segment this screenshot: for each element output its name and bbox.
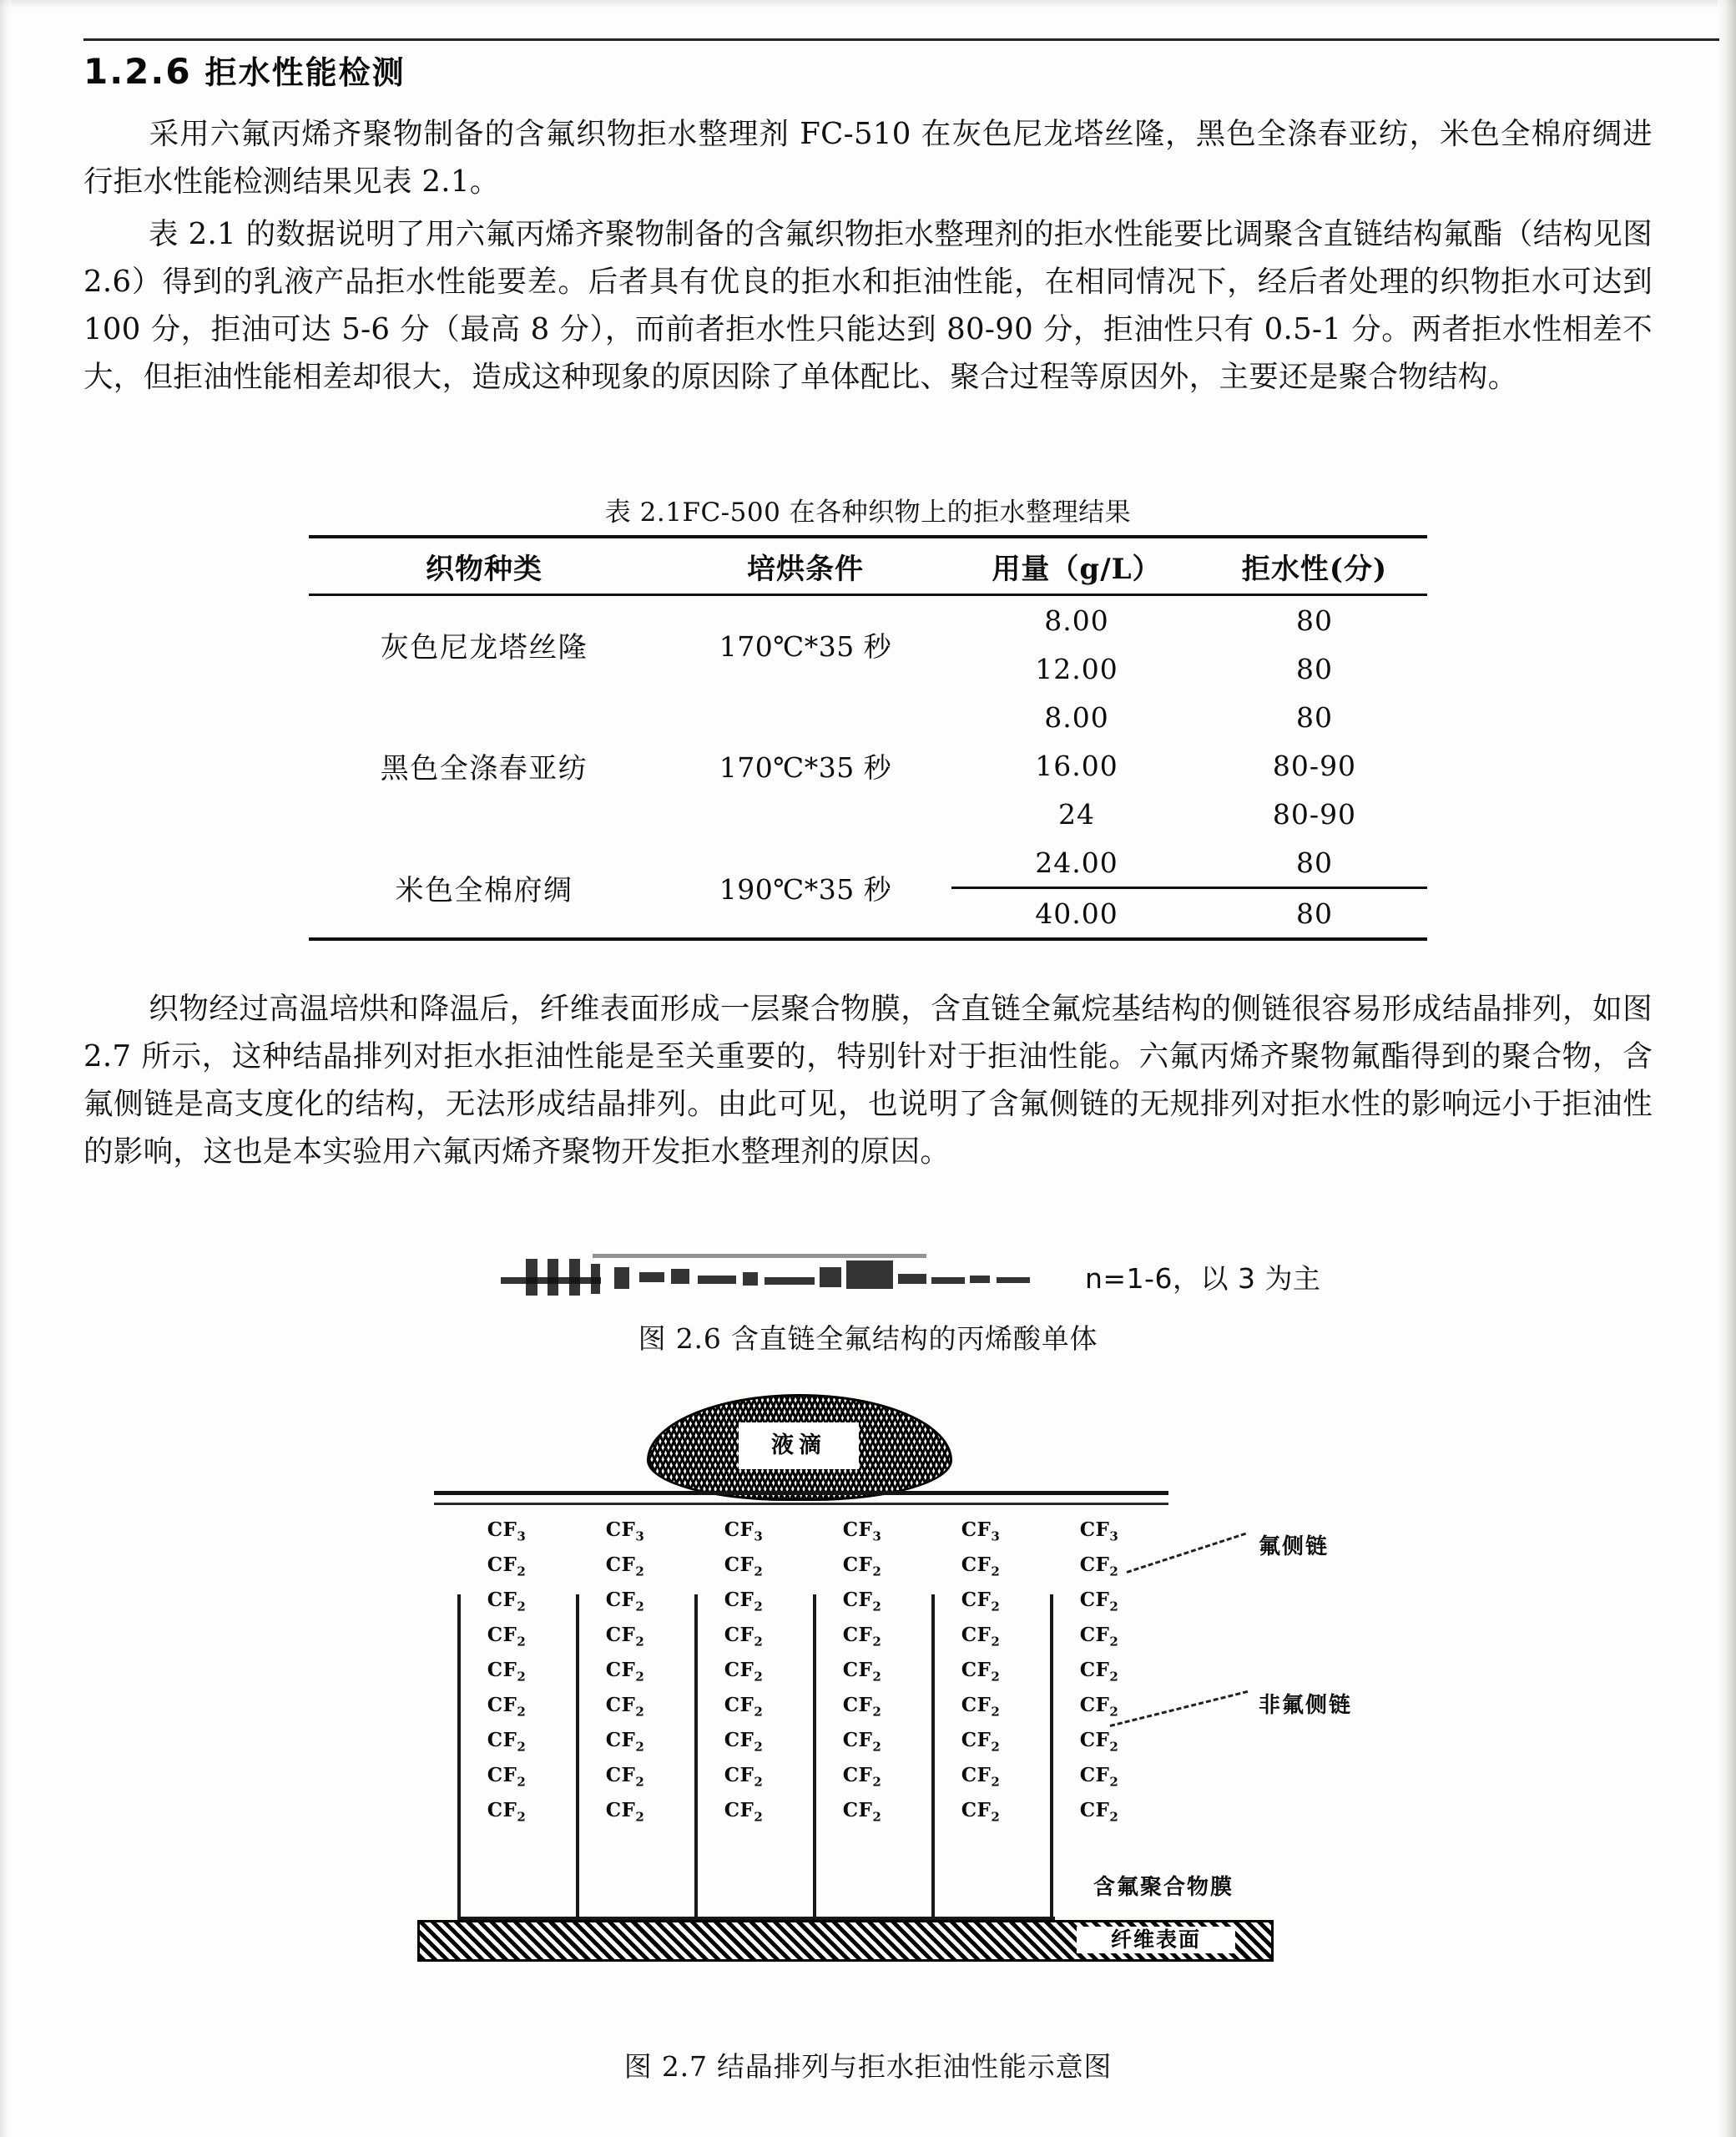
backbone-stem	[1050, 1594, 1053, 1920]
paragraph-3-text: 织物经过高温培烘和降温后，纤维表面形成一层聚合物膜，含直链全氟烷基结构的侧链很容易形成结晶排列，如图 2.7 所示，这种结晶排列对拒水拒油性能是至关重要的，特别针对于拒油性能。六氟丙烯齐聚物氟酯得到的聚合物，含氟侧链是高支度化的结构，无法形成结晶排列。由此可见，也说明了含氟侧链的无规排列对拒水性的影响远小于拒油性的影响，这也是本实验用六氟丙烯齐聚物开发拒水整理剂的原因。	[83, 992, 1653, 1169]
scan-edge-top	[0, 0, 1736, 8]
header-rule	[83, 38, 1719, 41]
figure-2-6-caption: 图 2.6 含直链全氟结构的丙烯酸单体	[638, 1322, 1098, 1355]
label-fiber-surface: 纤维表面	[1077, 1927, 1235, 1953]
cell-dose: 40.00	[951, 888, 1202, 940]
section-title: 拒水性能检测	[204, 54, 406, 91]
cell-score: 80	[1296, 604, 1333, 637]
cf-chain-column: $CF_3$ $CF_2$ $CF_2$ $CF_2$ $CF_2$ $CF_2$ $CF_2$ $CF_2$ $CF_2$	[724, 1518, 764, 1825]
column-header-dose: 用量（g/L）	[951, 537, 1202, 595]
section-heading	[83, 47, 406, 93]
cf-chain-column: $CF_3$ $CF_2$ $CF_2$ $CF_2$ $CF_2$ $CF_2$ $CF_2$ $CF_2$ $CF_2$	[1079, 1518, 1119, 1825]
cell-dose: 24	[1058, 797, 1095, 831]
paragraph-1	[83, 110, 1653, 205]
cell-score: 80-90	[1272, 749, 1357, 782]
cell-dose: 8.00	[1044, 700, 1109, 734]
table-block	[83, 491, 1653, 941]
monomer-structure-image	[492, 1252, 1035, 1299]
paragraph-2-text: 表 2.1 的数据说明了用六氟丙烯齐聚物制备的含氟织物拒水整理剂的拒水性能要比调聚含直链结构氟酯（结构见图 2.6）得到的乳液产品拒水性能要差。后者具有优良的拒水和拒油性能，在相同情况下，经后者处理的织物拒水可达到 100 分，拒油可达 5-6 分（最高 8 分），而前者拒水性只能达到 80-90 分，拒油性只有 0.5-1 分。两者拒水性相差不大，但拒油性能相差却很大，造成这种现象的原因除了单体配比、聚合过程等原因外，主要还是聚合物结构。	[83, 217, 1653, 394]
polymer-surface-line-secondary	[434, 1503, 1168, 1505]
cell-fabric: 黑色全涤春亚纺	[380, 751, 588, 786]
label-nonfluoro-side-chain: 非氟侧链	[1259, 1693, 1353, 1718]
table-caption: 表 2.1FC-500 在各种织物上的拒水整理结果	[604, 498, 1132, 528]
section-number: 1.2.6	[83, 51, 192, 92]
table-header-row	[309, 537, 1427, 595]
table-row	[309, 693, 1427, 741]
backbone-stem	[576, 1594, 579, 1920]
cell-condition: 170℃*35 秒	[719, 750, 892, 784]
cell-fabric: 米色全棉府绸	[309, 838, 659, 939]
cell-dose: 8.00	[1044, 604, 1109, 637]
backbone-stem	[931, 1594, 935, 1920]
table-row	[309, 595, 1427, 645]
paragraph-1-text: 采用六氟丙烯齐聚物制备的含氟织物拒水整理剂 FC-510 在灰色尼龙塔丝隆，黑色全涤春亚纺，米色全棉府绸进行拒水性能检测结果见表 2.1。	[83, 117, 1653, 199]
cell-score: 80	[1202, 838, 1427, 888]
cell-score: 80	[1296, 652, 1333, 685]
paragraph-3	[83, 985, 1653, 1175]
cell-score: 80-90	[1272, 797, 1357, 831]
backbone-stem	[813, 1594, 816, 1920]
cf-chain-column: $CF_3$ $CF_2$ $CF_2$ $CF_2$ $CF_2$ $CF_2$ $CF_2$ $CF_2$ $CF_2$	[605, 1518, 645, 1825]
droplet-label: 液滴	[739, 1422, 859, 1469]
label-polymer-film: 含氟聚合物膜	[1093, 1875, 1234, 1900]
backbone-stem	[457, 1594, 461, 1920]
cf-chain-column: $CF_3$ $CF_2$ $CF_2$ $CF_2$ $CF_2$ $CF_2$ $CF_2$ $CF_2$ $CF_2$	[487, 1518, 527, 1825]
figure-2-7-caption: 图 2.7 结晶排列与拒水拒油性能示意图	[623, 2050, 1113, 2083]
figure-2-7	[0, 1386, 1736, 2020]
column-header-condition: 培烘条件	[659, 537, 951, 595]
cf-chain-column: $CF_3$ $CF_2$ $CF_2$ $CF_2$ $CF_2$ $CF_2$ $CF_2$ $CF_2$ $CF_2$	[961, 1518, 1001, 1825]
cell-score: 80	[1296, 700, 1333, 734]
table-row	[309, 838, 1427, 888]
cell-condition: 190℃*35 秒	[659, 838, 951, 939]
cell-condition: 170℃*35 秒	[719, 629, 892, 663]
label-fluoro-side-chain: 氟侧链	[1259, 1534, 1330, 1559]
paragraph-2	[83, 210, 1653, 401]
cell-dose: 12.00	[1035, 652, 1118, 685]
backbone-stem	[694, 1594, 698, 1920]
cell-dose: 16.00	[1035, 749, 1118, 782]
results-table	[309, 535, 1427, 941]
column-header-fabric: 织物种类	[309, 537, 659, 595]
cell-dose: 24.00	[951, 838, 1202, 888]
cell-fabric: 灰色尼龙塔丝隆	[380, 630, 588, 664]
column-header-score: 拒水性(分)	[1202, 537, 1427, 595]
cf-chain-column: $CF_3$ $CF_2$ $CF_2$ $CF_2$ $CF_2$ $CF_2$ $CF_2$ $CF_2$ $CF_2$	[842, 1518, 882, 1825]
polymer-surface-line	[434, 1491, 1168, 1495]
leader-line-fluoro	[1127, 1533, 1247, 1574]
cell-score: 80	[1202, 888, 1427, 940]
monomer-n-range-note: n=1-6，以 3 为主	[1085, 1262, 1321, 1295]
